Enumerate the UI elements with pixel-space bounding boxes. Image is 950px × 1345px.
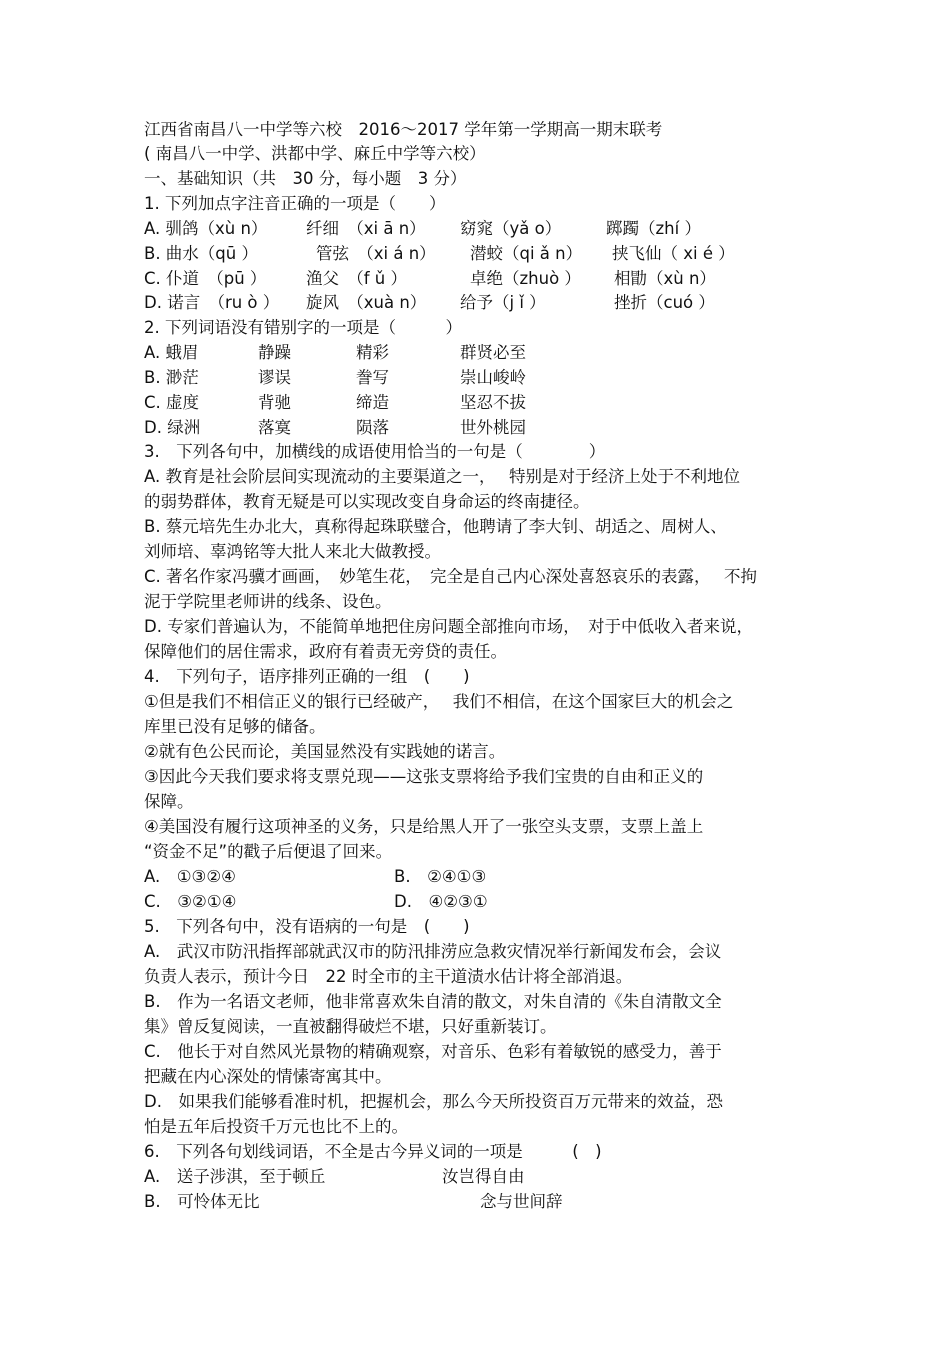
question-5-line: D. 如果我们能够看准时机，把握机会，那么今天所投资百万元带来的效益，恐 [144, 1092, 723, 1111]
option-a-item-2: 纤细 （xi ā n） [306, 219, 426, 238]
exam-title: 江西省南昌八一中学等六校 2016～2017 学年第一学期高一期末联考 [144, 120, 663, 139]
question-4-line: ②就有色公民而论，美国显然没有实践她的诺言。 [144, 742, 506, 761]
option-a-item-3: 窈窕（yǎ o） [460, 219, 562, 238]
option-c: C. ③②①④ [144, 892, 237, 911]
question-5-line: 集》曾反复阅读，一直被翻得破烂不堪，只好重新装订。 [144, 1017, 557, 1036]
section-heading: 一、基础知识（共 30 分，每小题 3 分） [144, 169, 467, 188]
option-d-item-4: 挫折（cuó ） [614, 293, 715, 312]
option-b-item-1: B. 曲水（qū ） [144, 244, 258, 263]
option-d-item-1: D. 诺言 （ru ò ） [144, 293, 280, 312]
option-b-phrase-1: B. 可怜体无比 [144, 1192, 260, 1211]
question-5-line: C. 他长于对自然风光景物的精确观察，对音乐、色彩有着敏锐的感受力，善于 [144, 1042, 722, 1061]
option-c-item-3: 卓绝（zhuò ） [470, 269, 581, 288]
option-a-word-1: A. 蛾眉 [144, 343, 199, 362]
question-3-line: D. 专家们普遍认为，不能简单地把住房问题全部推向市场， 对于中低收入者来说， [144, 617, 753, 636]
option-d-word-4: 世外桃园 [460, 418, 526, 437]
option-b-phrase-2: 念与世间辞 [480, 1192, 563, 1211]
question-5-line: A. 武汉市防汛指挥部就武汉市的防汛排涝应急救灾情况举行新闻发布会，会议 [144, 942, 722, 961]
question-3-line: 的弱势群体，教育无疑是可以实现改变自身命运的终南捷径。 [144, 492, 590, 511]
question-4-line: 库里已没有足够的储备。 [144, 717, 326, 736]
option-c-word-1: C. 虚度 [144, 393, 200, 412]
question-4-line: “资金不足”的戳子后便退了回来。 [144, 842, 393, 861]
option-b-word-1: B. 渺茫 [144, 368, 199, 387]
question-5-stem: 5. 下列各句中，没有语病的一句是 ( ) [144, 917, 470, 936]
option-b: B. ②④①③ [394, 867, 487, 886]
question-4-stem: 4. 下列句子，语序排列正确的一组 ( ) [144, 667, 470, 686]
question-4-line: ③因此今天我们要求将支票兑现——这张支票将给予我们宝贵的自由和正义的 [144, 767, 704, 786]
question-5-line: 怕是五年后投资千万元也比不上的。 [144, 1117, 408, 1136]
question-3-stem: 3. 下列各句中，加横线的成语使用恰当的一句是（ ） [144, 442, 606, 461]
option-d-word-2: 落寞 [258, 418, 291, 437]
question-3-line: 泥于学院里老师讲的线条、设色。 [144, 592, 392, 611]
option-c-word-4: 坚忍不拔 [460, 393, 526, 412]
question-4-line: ①但是我们不相信正义的银行已经破产， 我们不相信，在这个国家巨大的机会之 [144, 692, 734, 711]
option-c-word-3: 缔造 [356, 393, 389, 412]
question-1-stem: 1. 下列加点字注音正确的一项是（ ） [144, 194, 446, 213]
option-b-item-4: 挟飞仙（ xi é ） [612, 244, 735, 263]
option-b-word-2: 谬误 [258, 368, 291, 387]
question-5-line: 把藏在内心深处的情愫寄寓其中。 [144, 1067, 392, 1086]
option-c-item-1: C. 仆道 （pū ） [144, 269, 267, 288]
option-b-word-3: 誊写 [356, 368, 389, 387]
question-3-line: 保障他们的居住需求，政府有着责无旁贷的责任。 [144, 642, 507, 661]
option-b-item-3: 潜蛟（qi ǎ n） [470, 244, 583, 263]
question-2-stem: 2. 下列词语没有错别字的一项是（ ） [144, 318, 462, 337]
option-a-phrase-2: 汝岂得自由 [442, 1167, 525, 1186]
option-a-word-2: 静躁 [258, 343, 291, 362]
option-d-word-3: 陨落 [356, 418, 389, 437]
question-3-line: 刘师培、辜鸿铭等大批人来北大做教授。 [144, 542, 441, 561]
question-5-line: 负责人表示，预计今日 22 时全市的主干道渍水估计将全部消退。 [144, 967, 633, 986]
option-a-phrase-1: A. 送子涉淇，至于顿丘 [144, 1167, 326, 1186]
option-a-word-4: 群贤必至 [460, 343, 526, 362]
option-a-item-1: A. 驯鸽（xù n） [144, 219, 268, 238]
option-d-word-1: D. 绿洲 [144, 418, 201, 437]
option-d-item-3: 给予（j ǐ ） [460, 293, 546, 312]
option-c-word-2: 背驰 [258, 393, 291, 412]
question-5-line: B. 作为一名语文老师，他非常喜欢朱自清的散文，对朱自清的《朱自清散文全 [144, 992, 722, 1011]
option-d: D. ④②③① [394, 892, 488, 911]
option-a-word-3: 精彩 [356, 343, 389, 362]
option-a: A. ①③②④ [144, 867, 236, 886]
option-b-item-2: 管弦 （xi á n） [316, 244, 436, 263]
option-a-item-4: 踯躅（zhí ） [606, 219, 701, 238]
exam-subtitle: ( 南昌八一中学、洪都中学、麻丘中学等六校） [144, 144, 486, 163]
question-6-stem: 6. 下列各句划线词语，不全是古今异义词的一项是 ( ) [144, 1142, 602, 1161]
option-d-item-2: 旋风 （xuà n） [306, 293, 427, 312]
question-4-line: 保障。 [144, 792, 194, 811]
option-c-item-4: 相勖（xù n） [614, 269, 716, 288]
question-3-line: A. 教育是社会阶层间实现流动的主要渠道之一， 特别是对于经济上处于不利地位 [144, 467, 740, 486]
question-4-line: ④美国没有履行这项神圣的义务，只是给黑人开了一张空头支票，支票上盖上 [144, 817, 704, 836]
question-3-line: C. 著名作家冯骥才画画， 妙笔生花， 完全是自己内心深处喜怒哀乐的表露， 不拘 [144, 567, 758, 586]
option-c-item-2: 渔父 （f ǔ ） [306, 269, 408, 288]
question-3-line: B. 蔡元培先生办北大，真称得起珠联璧合，他聘请了李大钊、胡适之、周树人、 [144, 517, 727, 536]
option-b-word-4: 崇山峻岭 [460, 368, 526, 387]
